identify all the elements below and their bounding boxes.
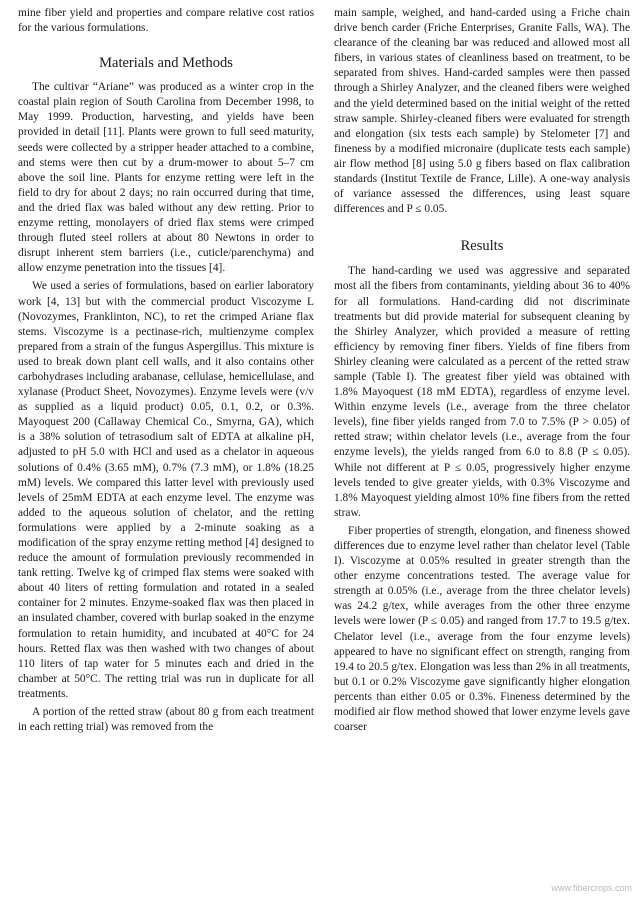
methods-paragraph-1: The cultivar “Ariane” was produced as a winter crop in the coastal plain region of South Carolina from December 1998, to May 1999. Production, harvesting, and yields have been provided in detail [11]. Plants were grown to full seed maturity, seeds were collected by a stripper header attached to a combine, and stems were then cut by a drum-mower to about 5–7 cm above the soil line. Plants for enzyme retting were left in the field to dry for about 2 days; no rain occurred during that time, and the dried flax was baled without any dew retting. Prior to enzyme retting, monolayers of dried flax stems were crimped through fluted steel rollers at about 80 Newtons in order to disrupt inherent stem barriers (i.e., cuticle/parenchyma) and allow enzyme penetration into the tissues [4]. — [18, 81, 314, 275]
right-column — [334, 6, 630, 735]
intro-continuation: mine fiber yield and properties and compare relative cost ratios for the various formulations. — [18, 7, 314, 35]
methods-paragraph-3: A portion of the retted straw (about 80 g from each treatment in each retting trial) was removed from the — [18, 706, 314, 734]
methods-continuation: main sample, weighed, and hand-carded using a Friche chain drive bench carder (Friche Enterprises, Granite Falls, WA). The clearance of the cleaning bar was reduced and allowed most all fibers, in various states of cleanliness based on treatment, to be separated from shives. Hand-carded samples were then passed through a Shirley Analyzer, and the cleaned fibers were weighed and the yield determined based on the initial weight of the retted straw sample. Shirley-cleaned fibers were evaluated for strength and elongation (six tests each sample) by Stelometer [7] and fineness by a modified micronaire (duplicate tests each sample) air flow method [8] using 5.0 g fibers based on flax calibration standards (Institut Textile de France, Lille). A one-way analysis of variance assessed the differences, using least square differences and P ≤ 0.05. — [334, 7, 630, 216]
left-column — [18, 6, 314, 735]
results-heading: Results — [460, 238, 504, 255]
results-paragraph-2: Fiber properties of strength, elongation, and fineness showed differences due to enzyme level rather than chelator level (Table I). Viscozyme at 0.05% resulted in greater strength than the other enzyme concentrations tested. The average value for strength at 0.05% (i.e., average from the three chelator levels) was 24.2 g/tex, while averages from the other three enzyme levels were lower (P ≤ 0.05) and ranged from 17.7 to 19.5 g/tex. Chelator level (i.e., average from the four enzyme levels) appeared to have no significant effect on strength, ranging from 19.4 to 20.5 g/tex. Elongation was less than 2% in all treatments, but 0.1 or 0.2% Viscozyme gave significantly higher elongation percents than either 0.05 or 0.3%. Fineness determined by the modified air flow method showed that lower enzyme levels gave coarser — [334, 524, 630, 734]
results-paragraph-1: The hand-carding we used was aggressive and separated most all the fibers from contaminants, yielding about 36 to 40% for all formulations. Hand-carding did not discriminate treatments but did provide material for subsequent cleaning by the Shirley Analyzer, which provided a measure of retting efficiency by removing finer fibers. Yields of fine fibers from Shirley cleaning were calculated as a percent of the retted straw sample (Table I). The greatest fiber yield was obtained with 1.8% Mayoquest (18 mM EDTA), regardless of enzyme level. Within enzyme levels (i.e., average from the three chelator levels), fine fiber yields ranged from 7.0 to 7.5% (P > 0.05) of retted straw; within chelator levels (i.e., average from the four enzyme levels), the yields ranged from 6.0 to 8.8 (P ≤ 0.05). While not different at P ≤ 0.05, progressively higher enzyme levels tended to give greater yields, with 0.3% Viscozyme and 1.8% Mayoquest yielding almost 10% fine fibers from the retted straw. — [334, 265, 630, 519]
materials-methods-heading: Materials and Methods — [99, 55, 233, 72]
methods-paragraph-2: We used a series of formulations, based on earlier laboratory work [4, 13] but with the commercial product Viscozyme L (Novozymes, Franklinton, NC), to ret the crimped Ariane flax stems. Viscozyme is a pectinase-rich, multienzyme complex prepared from a strain of the fungus Aspergillus. This mixture is used to break down plant cell walls, and it also contains other carbohydrases including arabanase, cellulase, hemicellulase, and xylanase (Product Sheet, Novozymes). Enzyme levels were (v/v as supplied as a liquid product) 0.05, 0.1, 0.2, or 0.3%. Mayoquest 200 (Callaway Chemical Co., Smyrna, GA), which is a 38% solution of tetrasodium salt of EDTA at alkaline pH, adjusted to pH 5.0 with HCl and used as a chelator in aqueous solutions of 0.4% (3.65 mM), 0.7% (7.3 mM), or 1.8% (18.25 mM) levels. We compared this latter level with previously used levels of 25mM EDTA at each enzyme level. The enzyme was added to the aqueous solution of chelator, and the retting formulations were applied by a 2-minute soaking as a modification of the spray enzyme retting method [4] designed to reduce the amount of formulation previously recommended in tank retting. Twelve kg of crimped flax stems were soaked with about 40 liters of retting formulation and rotated in a sealed container for 2 minutes. Enzyme-soaked flax was then placed in an insulated chamber, covered with burlap soaked in the enzyme formulation to retain humidity, and incubated at 40°C for 24 hours. Retted flax was then washed with two changes of about 110 liters of tap water for 5 minutes each and dried in the chamber at 50°C. The retting trial was run in duplicate for all treatments. — [18, 280, 314, 700]
watermark-text: www.fibercrops.com — [551, 882, 632, 893]
